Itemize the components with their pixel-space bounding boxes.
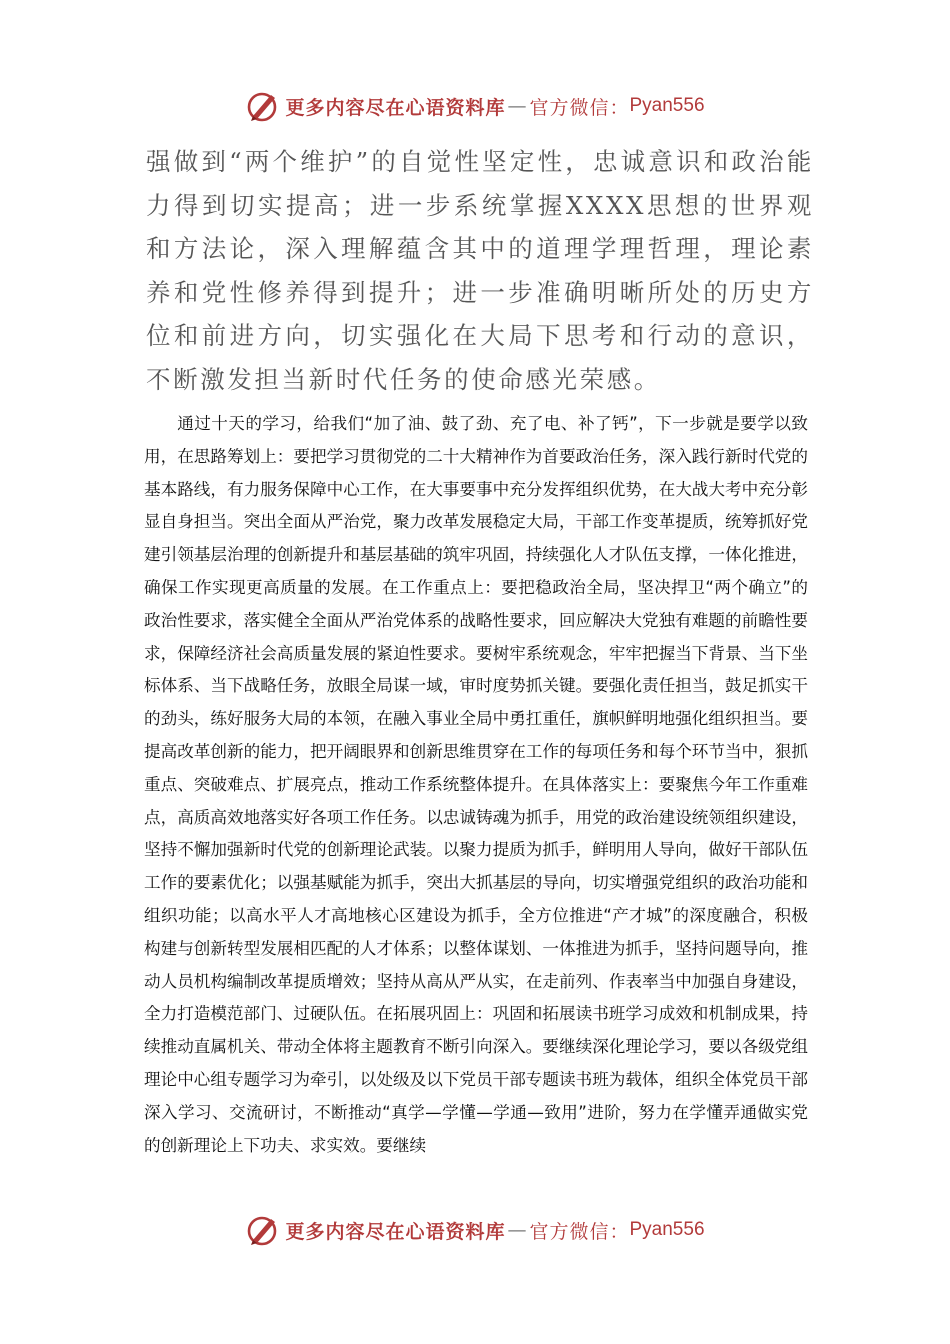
body-paragraph: 通过十天的学习，给我们“加了油、鼓了劲、充了电、补了钙”，下一步就是要学以致用，在思路筹划上：要把学习贯彻党的二十大精神作为首要政治任务，深入践行新时代党的基本路线，有力服务保障中心工作，在大事要事中充分发挥组织优势，在大战大考中充分彰显自身担当。突出全面从严治党，聚力改革发展稳定大局，干部工作变革提质，统筹抓好党建引领基层治理的创新提升和基层基础的筑牢巩固，持续强化人才队伍支撑，一体化推进，确保工作实现更高质量的发展。在工作重点上：要把稳政治全局，坚决捍卫“两个确立”的政治性要求，落实健全全面从严治党体系的战略性要求，回应解决大党独有难题的前瞻性要求，保障经济社会高质量发展的紧迫性要求。要树牢系统观念，牢牢把握当下背景、当下坐标体系、当下战略任务，放眼全局谋一域，审时度势抓关键。要强化责任担当，鼓足抓实干的劲头，练好服务大局的本领，在融入事业全局中勇扛重任，旗帜鲜明地强化组织担当。要提高改革创新的能力，把开阔眼界和创新思维贯穿在工作的每项任务和每个环节当中，狠抓重点、突破难点、扩展亮点，推动工作系统整体提升。在具体落实上：要聚焦今年工作重难点，高质高效地落实好各项工作任务。以忠诚铸魂为抓手，用党的政治建设统领组织建设，坚持不懈加强新时代党的创新理论武装。以聚力提质为抓手，鲜明用人导向，做好干部队伍工作的要素优化；以强基赋能为抓手，突出大抓基层的导向，切实增强党组织的政治功能和组织功能；以高水平人才高地核心区建设为抓手，全方位推进“产才城”的深度融合，积极构建与创新转型发展相匹配的人才体系；以整体谋划、一体推进为抓手，坚持问题导向，推动人员机构编制改革提质增效；坚持从高从严从实，在走前列、作表率当中加强自身建设，全力打造模范部门、过硬队伍。在拓展巩固上：巩固和拓展读书班学习成效和机制成果，持续推动直属机关、带动全体将主题教育不断引向深入。要继续深化理论学习，要以各级党组理论中心组专题学习为牵引，以处级及以下党员干部专题读书班为载体，组织全体党员干部深入学习、交流研讨，不断推动“真学—学懂—学通—致用”进阶，努力在学懂弄通做实党的创新理论上下功夫、求实效。要继续 [144, 414, 808, 1155]
banner-text: 更多内容尽在心语资料库 [285, 96, 506, 119]
wechat-id: Pyan556 [629, 1219, 705, 1240]
wechat-label: 官方微信： [529, 96, 630, 119]
header-banner [0, 86, 950, 126]
footer-banner [0, 1210, 950, 1250]
pen-logo-icon [245, 88, 281, 124]
banner-text: 更多内容尽在心语资料库 [285, 1220, 506, 1243]
pen-logo-icon [245, 1212, 281, 1248]
wechat-id: Pyan556 [629, 95, 705, 116]
banner-separator: — [507, 95, 528, 117]
large-paragraph: 强做到“两个维护”的自觉性坚定性，忠诚意识和政治能力得到切实提高；进一步系统掌握XXXX思想的世界观和方法论，深入理解蕴含其中的道理学理哲理，理论素养和党性修养得到提升；进一步准确明晰所处的历史方位和前进方向，切实强化在大局下思考和行动的意识，不断激发担当新时代任务的使命感光荣感。 [146, 147, 814, 394]
banner-separator: — [507, 1219, 528, 1241]
wechat-label: 官方微信： [529, 1220, 630, 1243]
